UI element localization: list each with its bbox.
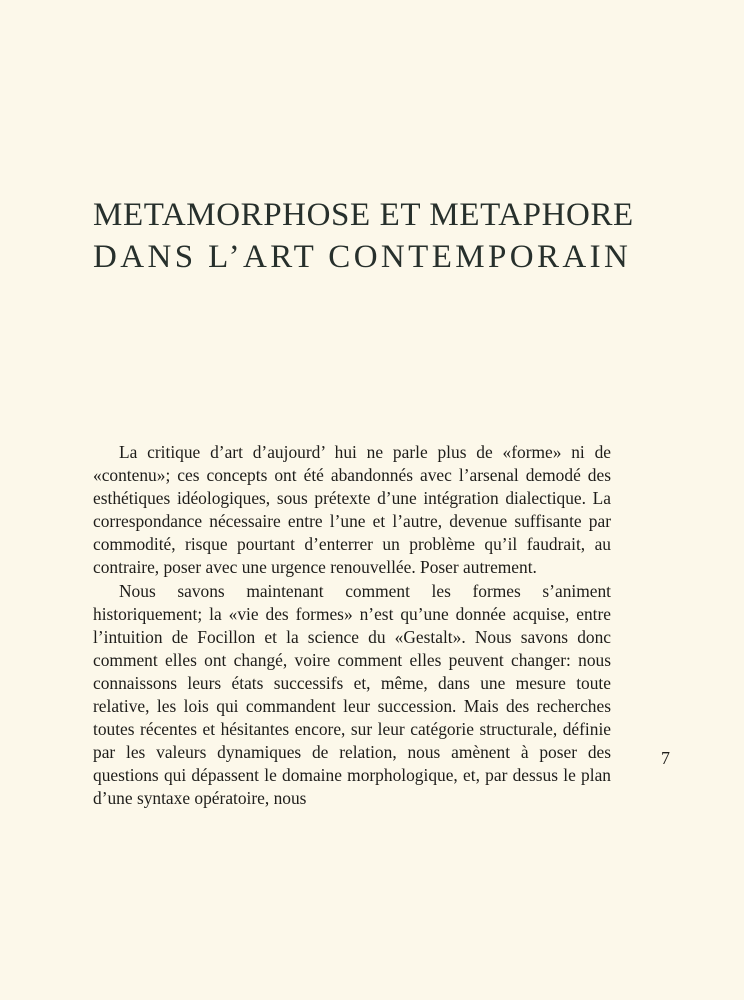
paragraph-1: La critique d’art d’aujourd’ hui ne parle plus de «forme» ni de «contenu»; ces concepts ont été abandonnés avec l’arsenal demodé des esthétiques idéologiques, sous prétexte d’une intégration dialectique. La correspondance nécessaire entre l’une et l’autre, devenue suffisante par commodité, risque pourtant d’enterrer un problème qu’il faudrait, au contraire, poser avec une urgence renouvellée. Poser autrement.	[93, 442, 611, 578]
chapter-title-line-2: DANS L’ART CONTEMPORAIN	[93, 239, 632, 275]
chapter-title-line-1: METAMORPHOSE ET METAPHORE	[93, 197, 634, 233]
body-text	[93, 441, 611, 811]
chapter-title	[93, 194, 653, 278]
page-number: 7	[661, 748, 670, 768]
paragraph-2: Nous savons maintenant comment les formes s’animent historiquement; la «vie des formes» n’est qu’une donnée acquise, entre l’intuition de Focillon et la science du «Gestalt». Nous savons donc comment elles ont changé, voire comment elles peuvent changer: nous connaissons leurs états successifs et, même, dans une mesure toute relative, les lois qui commandent leur succession. Mais des recherches toutes récentes et hésitantes encore, sur leur catégorie structurale, définie par les valeurs dynamiques de relation, nous amènent à poser des questions qui dépassent le domaine morphologique, et, par dessus le plan d’une syntaxe opératoire, nous	[93, 580, 611, 809]
